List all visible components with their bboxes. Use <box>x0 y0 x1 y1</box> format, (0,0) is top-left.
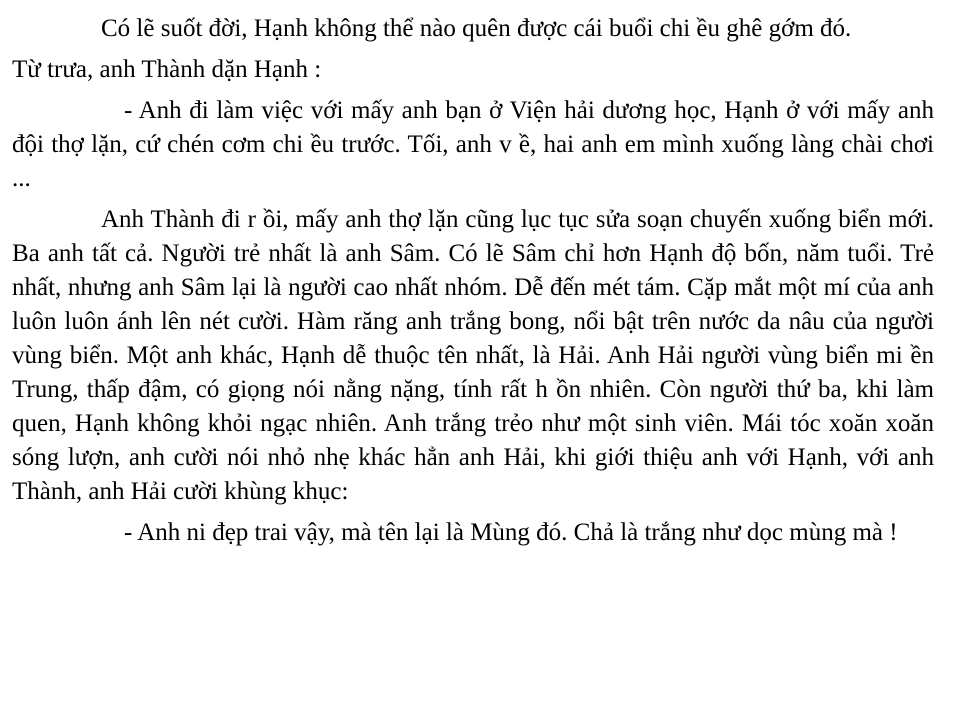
paragraph-opening: Có lẽ suốt đời, Hạnh không thể nào quên được cái buổi chi ều ghê gớm đó. <box>101 15 852 42</box>
document-page <box>12 12 934 557</box>
paragraph-dialogue-thanh: - Anh đi làm việc với mấy anh bạn ở Viện hải dương học, Hạnh ở với mấy anh đội thợ lặn, cứ chén cơm chi ều trước. Tối, anh v ề, hai anh em mình xuống làng chài chơi ... <box>12 97 934 192</box>
paragraph-instruction-intro: Từ trưa, anh Thành dặn Hạnh : <box>12 56 322 83</box>
paragraph-divers-description: Anh Thành đi r ồi, mấy anh thợ lặn cũng lục tục sửa soạn chuyến xuống biển mới. Ba anh tất cả. Người trẻ nhất là anh Sâm. Có lẽ Sâm chỉ hơn Hạnh độ bốn, năm tuổi. Trẻ nhất, nhưng anh Sâm lại là người cao nhất nhóm. Dễ đến mét tám. Cặp mắt một mí của anh luôn luôn ánh lên nét cười. Hàm răng anh trắng bong, nổi bật trên nước da nâu của người vùng biển. Một anh khác, Hạnh dễ thuộc tên nhất, là Hải. Anh Hải người vùng biển mi ền Trung, thấp đậm, có giọng nói nằng nặng, tính rất h ồn nhiên. Còn người thứ ba, khi làm quen, Hạnh không khỏi ngạc nhiên. Anh trắng trẻo như một sinh viên. Mái tóc xoăn xoăn sóng lượn, anh cười nói nhỏ nhẹ khác hẳn anh Hải, khi giới thiệu anh với Hạnh, với anh Thành, anh Hải cười khùng khục: <box>12 206 934 505</box>
paragraph-dialogue-hai: - Anh ni đẹp trai vậy, mà tên lại là Mùng đó. Chả là trắng như dọc mùng mà ! <box>124 519 898 546</box>
